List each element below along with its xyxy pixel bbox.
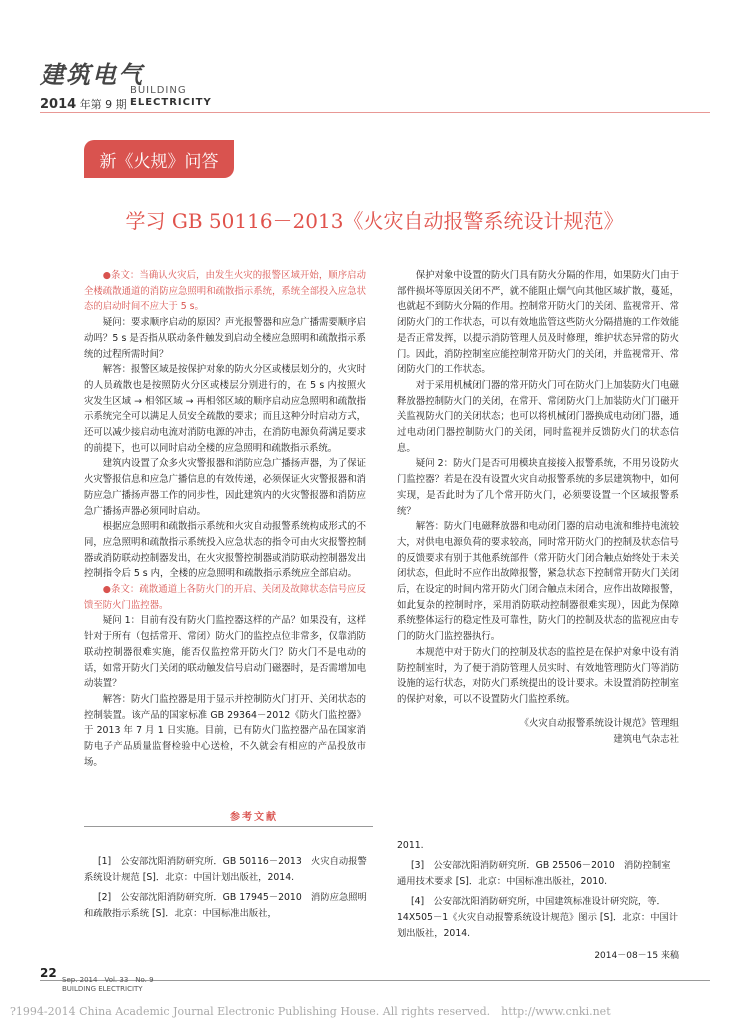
reference-item: [3] 公安部沈阳消防研究所．GB 25506－2010 消防控制室通用技术要求 [S]．北京：中国标准出版社，2010.	[397, 860, 671, 887]
reference-item: [2] 公安部沈阳消防研究所．GB 17945－2010 消防应急照明和疏散指示系统 [S]．北京：中国标准出版社，	[84, 892, 367, 919]
page-number: 22	[40, 966, 57, 980]
header-divider	[40, 112, 710, 113]
paragraph: 对于采用机械闭门器的常开防火门可在防火门上加装防火门电磁释放器控制防火门的关闭，在常开、常闭防火门上加装防火门门磁开关监视防火门的关闭状态；也可以将机械闭门器换成电动闭门器，通过电动闭门器控制防火门的关闭，同时监视并反馈防火门的状态信息。	[397, 379, 679, 454]
question-1: 疑问：要求顺序启动的原因？声光报警器和应急广播需要顺序启动吗？5 s 是否指从联动条件触发到启动全楼应急照明和疏散指示系统的过程所需时间？	[84, 317, 366, 360]
answer-1: 解答：报警区域是按保护对象的防火分区或楼层划分的，火灾时的人员疏散也是按照防火分区或楼层分别进行的，在 5 s 内按照火灾发生区域 → 相邻区域 → 再相邻区域的顺序启动应急照明和疏散指示系统完全可以满足人员安全疏散的要求；而且这种分时启动方式，还可以减少接启动电流对消防电源的冲击，在消防电源负荷满足要求的前提下，也可以同时启动全楼的应急照明和疏散指示系统。	[84, 364, 366, 454]
paragraph: 建筑内设置了众多火灾警报器和消防应急广播扬声器，为了保证火灾警报信息和应急广播信息的有效传递，必须保证火灾警报器和消防应急广播扬声器工作的同步性，因此建筑内的火灾警报器和消防应急广播扬声器必须同时启动。	[84, 458, 366, 517]
right-column	[397, 268, 679, 748]
masthead-electricity: ELECTRICITY	[130, 97, 212, 108]
clause-1: ●条文：当确认火灾后，由发生火灾的报警区域开始，顺序启动全楼疏散通道的消防应急照明和疏散指示系统，系统全部投入应急状态的启动时间不应大于 5 s。	[84, 270, 366, 313]
signature-group: 《火灾自动报警系统设计规范》管理组	[519, 717, 679, 729]
answer-3: 解答：防火门电磁释放器和电动闭门器的启动电流和维持电流较大，对供电电源负荷的要求较高，同时常开防火门的控制及状态信号的反馈要求有别于其他系统部件（常开防火门闭合触点始终处于未关闭状态，但此时不应作出故障报警，紧急状态下控制常开防火门关闭后，在设定的时间内常开防火门闭合触点未闭合，应作出故障报警，如此复杂的控制时序，采用消防联动控制器很难实现），因此为保障系统整体运行的稳定性及可靠性，防火门的控制及状态的监视应由专门的防火门监控器执行。	[397, 521, 679, 643]
paragraph: 保护对象中设置的防火门具有防火分隔的作用，如果防火门由于部件损坏等原因关闭不严，就不能阻止烟气向其他区域扩散，蔓延，也就起不到防火分隔的作用。控制常开防火门的关闭、监视常开、常闭防火门的工作状态，可以有效地监管这些防火分隔措施的工作效能是否正常发挥，以提示消防管理人员及时修理，维护状态异常的防火门。因此，消防控制室应能控制常开防火门的关闭，并监视常开、常闭防火门的工作状态。	[397, 270, 679, 376]
masthead-building: BUILDING	[130, 85, 187, 96]
footer-issue: Sep. 2014 Vol. 33 No. 9	[62, 976, 154, 984]
paragraph: 根据应急照明和疏散指示系统和火灾自动报警系统构成形式的不同，应急照明和疏散指示系统投入应急状态的指令可由火灾报警控制器或消防联动控制器发出，在火灾报警控制器或消防联动控制器发出控制指令后 5 s 内，全楼的应急照明和疏散指示系统应全部启动。	[84, 521, 366, 580]
reference-item: [1] 公安部沈阳消防研究所．GB 50116－2013 火灾自动报警系统设计规范 [S]．北京：中国计划出版社，2014.	[84, 856, 367, 883]
issue-info	[40, 96, 127, 112]
received-date: 2014－08－15 来稿	[594, 951, 679, 961]
masthead	[40, 55, 144, 90]
reference-item: [4] 公安部沈阳消防研究所，中国建筑标准设计研究院，等．14X505－1《火灾自动报警系统设计规范》图示 [S]．北京：中国计划出版社，2014.	[397, 896, 679, 939]
clause-2: ●条文：疏散通道上各防火门的开启、关闭及故障状态信号应反馈至防火门监控器。	[84, 584, 366, 611]
references-left	[84, 854, 373, 926]
signature-publisher: 建筑电气杂志社	[613, 733, 679, 745]
left-column	[84, 268, 366, 771]
footer-journal: BUILDING ELECTRICITY	[62, 985, 143, 993]
paragraph: 本规范中对于防火门的控制及状态的监控是在保护对象中设有消防控制室时，为了便于消防管理人员实时、有效地管理防火门等消防设施的运行状态，对防火门系统提出的设计要求。未设置消防控制室的保护对象，可以不设置防火门监控系统。	[397, 646, 679, 705]
issue-number: 年第 9 期	[79, 98, 127, 111]
article-title: 学习 GB 50116－2013《火灾自动报警系统设计规范》	[125, 209, 624, 233]
references-right	[397, 838, 679, 946]
issue-year: 2014	[40, 97, 77, 112]
answer-2: 解答：防火门监控器是用于显示并控制防火门打开、关闭状态的控制装置。该产品的国家标准 GB 29364－2012《防火门监控器》于 2013 年 7 月 1 日实施。目前，已有防火门监控器产品在国家消防电子产品质量监督检验中心送检，不久就会有相应的产品投放市场。	[84, 693, 366, 768]
references-heading: 参考文献	[230, 812, 278, 823]
question-3: 疑问 2：防火门是否可用模块直接接入报警系统，不用另设防火门监控器？若是在没有设置火灾自动报警系统的多层建筑物中，如何实现，是否此时为了几个常开防火门，必须要设置一个区域报警系统？	[397, 458, 679, 517]
reference-continuation: 2011.	[397, 840, 424, 851]
references-divider	[84, 826, 373, 827]
signature	[397, 716, 679, 748]
question-2: 疑问 1：目前有没有防火门监控器这样的产品？如果没有，这样针对于所有（包括常开、常闭）防火门的监控点位非常多，仅靠消防联动控制器很难实施，能否仅监控常开防火门？防火门不是电动的话，如常开防火门关闭的联动触发信号启动门磁器时，是否需增加电动装置？	[84, 615, 366, 690]
cnki-watermark: ?1994-2014 China Academic Journal Electronic Publishing House. All rights reserved. http://www.cnki.net	[10, 1005, 611, 1018]
journal-logo: 建筑电气	[40, 60, 144, 89]
footer-meta	[62, 976, 154, 994]
section-badge: 新《火规》问答	[84, 140, 234, 178]
